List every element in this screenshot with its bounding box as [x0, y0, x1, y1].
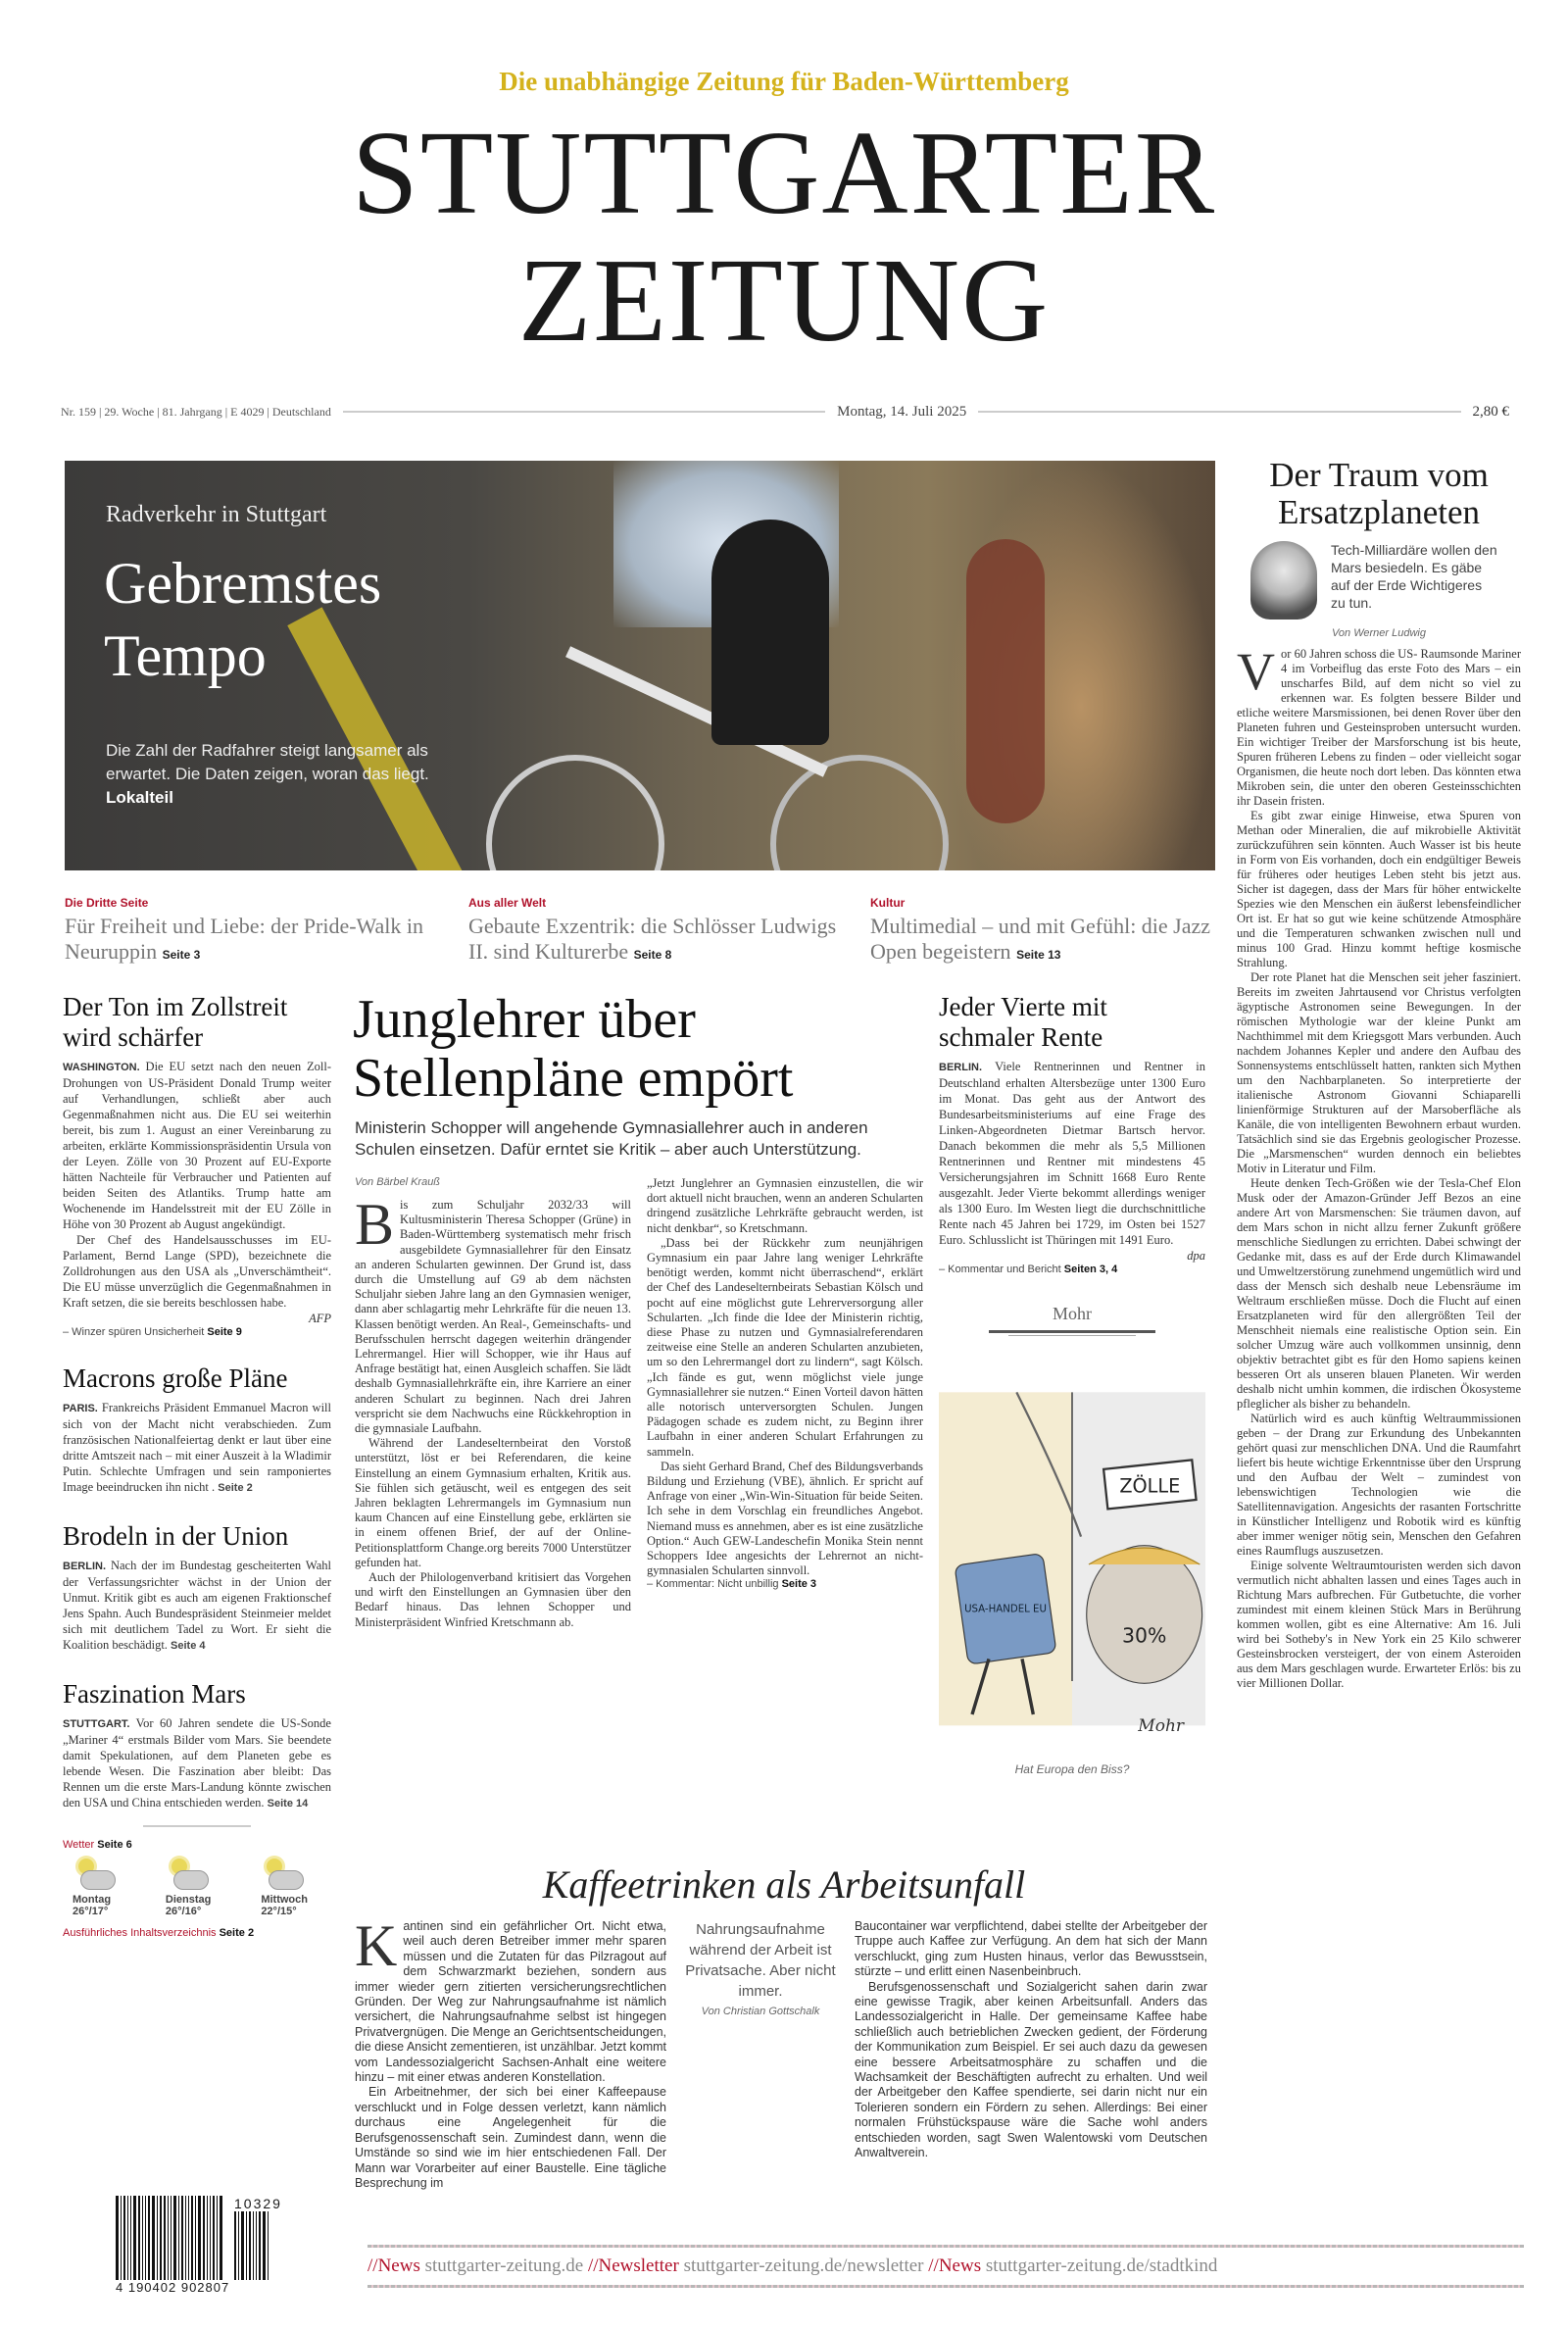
barcode-bar — [246, 2211, 247, 2280]
hero-headline — [104, 547, 381, 692]
table-of-contents-link[interactable] — [63, 1927, 331, 1939]
main-article-col2 — [647, 1176, 923, 1590]
article-text: is zum Schuljahr 2032/33 will Kultusministerin Theresa Schopper (Grüne) in Baden-Württemberg systematisch mehr frisch ausgebildete Gymnasiallehrer für den Einsatz an anderen Schularten gewinnen. Der Grund ist, dass durch die Umstellung auf G9 ab dem nächsten Schuljahr sieben Jahre lang an den Gymnasien weniger, dann aber schlagartig mehr Lehrkräfte für die neuen 13. Klassen benötigt werden. An Real-, Gemeinschafts- und Berufsschulen herrscht dagegen weiterhin drängender Lehrermangel. Hier will Schopper, wie ihr Haus auf Anfrage bestätigt hat, einen Ausgleich schaffen. Sie lädt deshalb Gymnasiallehrkräfte ein, ihre Karriere an einer anderen Schulart zu beginnen. Nach drei Jahren verspricht sie dem Nachwuchs eine Rückkehroption in die gymnasiale Laufbahn. — [355, 1198, 631, 1436]
barcode-bar — [127, 2196, 128, 2280]
drop-cap: K — [355, 1913, 398, 1978]
brief-text: Viele Rentnerinnen und Rentner in Deutschland erhalten Altersbezüge unter 1300 Euro im Monat. Das geht aus der Antwort des Bundesarbeitsministeriums auf eine Frage des Linken-Abgeordneten Dietmar Bartsch hervor. Danach bekommen die mehr als 5,5 Millionen Rentnerinnen und Rentner mit mindestens 45 Versicherungsjahren im Schnitt 1668 Euro Rente ausgezahlt. Jeder Vierte bekommt allerdings weniger als 1300 Euro. Im Westen liegt die durchschnittliche Rente nach 45 Jahren bei 1729, im Osten bei 1527 Euro. Schlusslicht ist Thüringen mit 1491 Euro. — [939, 1060, 1205, 1247]
footer-separator: // — [928, 2256, 939, 2276]
cartoon-signature: Mohr — [1138, 1716, 1185, 1736]
divider — [343, 411, 825, 413]
brief-article[interactable] — [63, 992, 331, 1338]
article-body: Einige solvente Weltraumtouristen werden sich davon vermutlich nicht abhalten lassen und eines Tages auch in Richtung Mars aufbrechen. Für Gutbetuchte, die vorher zumindest mit einem kleinen Stück Mars in Berührung kommen wollen, gibt es eine Alternative: Am 16. Juli wird bei Sotheby's in New York ein 25 Kilo schwerer Gesteinsbrocken versteigert, der von einem Asteroiden aus dem Mars geschlagen wurde. Erwarteter Erlös: bis zu vier Millionen Dollar. — [1237, 1559, 1521, 1690]
page-ref-text: – Winzer spüren Unsicherheit — [63, 1326, 205, 1338]
footer-link-label[interactable]: News — [377, 2256, 420, 2276]
barcode-bar — [217, 2196, 218, 2280]
hero-photo-bicycle-wheel — [770, 755, 949, 870]
barcode-bar — [173, 2196, 176, 2280]
teaser-page: Seite 3 — [162, 948, 201, 962]
barcode-addon-bars — [234, 2211, 282, 2280]
barcode-bar — [259, 2211, 261, 2280]
barcode-graphic — [116, 2196, 341, 2280]
divider — [143, 1825, 251, 1827]
brief-article[interactable] — [939, 992, 1205, 1275]
footer-separator: // — [587, 2256, 599, 2276]
teaser[interactable] — [65, 896, 437, 967]
hero-photo-bicycle-wheel — [486, 755, 664, 870]
footer-links — [368, 2245, 1524, 2288]
weather-day-name: Mittwoch — [261, 1894, 308, 1906]
brief-headline: Jeder Vierte mit schmaler Rente — [939, 992, 1107, 1052]
article-body: Baucontainer war verpflichtend, dabei stellte der Arbeitgeber der Truppe auch Kaffee zur Verfügung. An dem hat sich der Mann verschluckt, ging zum Husten hinaus, verlor das Bewusstsein, stürzte – und erlitt einen Nasenbeinbruch. — [855, 1919, 1207, 1979]
drop-cap: V — [1237, 642, 1275, 701]
brief-dateline: BERLIN. — [939, 1062, 982, 1073]
barcode-bar — [210, 2196, 211, 2280]
barcode — [116, 2196, 341, 2304]
teaser-title-text: Multimedial – und mit Gefühl: die Jazz Open begeistern — [870, 914, 1211, 964]
barcode-addon: 10329 — [234, 2196, 282, 2211]
masthead-logo-line2: ZEITUNG — [517, 234, 1051, 367]
barcode-bar — [220, 2196, 222, 2280]
article-body: Das sieht Gerhard Brand, Chef des Bildungsverbands Bildung und Erziehung (VBE), ähnlich. Er spricht auf Anfrage von einer „Win-Win-Situation für beide Seiten. Ich sehe in dem Vorschlag ein freundliches Angebot. Niemand muss es annehmen, aber es ist eine zusätzliche Option.“ Auch GEW-Landeschefin Monika Stein nennt Schoppers Idee angesichts der Lehrernot an nicht-gymnasialen Schularten sinnvoll. — [647, 1459, 923, 1578]
hero-lead — [106, 739, 439, 810]
divider — [1008, 1335, 1136, 1336]
byline: Von Christian Gottschalk — [701, 2006, 820, 2017]
footer-link-url[interactable]: stuttgarter-zeitung.de/newsletter — [683, 2256, 924, 2276]
cartoon-artist-label: Mohr — [1053, 1304, 1092, 1323]
brief-dateline: STUTTGART. — [63, 1718, 130, 1730]
footer-separator: // — [368, 2256, 378, 2276]
barcode-bar — [207, 2196, 208, 2280]
teaser-title — [468, 914, 841, 967]
barcode-bar — [181, 2196, 183, 2280]
kaffee-headline[interactable]: Kaffeetrinken als Arbeitsunfall — [542, 1862, 1026, 1907]
toc-label[interactable]: Ausführliches Inhaltsverzeichnis — [63, 1927, 217, 1939]
page-ref-link[interactable]: Seite 3 — [781, 1578, 817, 1591]
pullquote — [680, 1919, 841, 2017]
page-ref-text: – Kommentar und Bericht — [939, 1264, 1061, 1275]
barcode-bar — [238, 2211, 239, 2280]
page-ref-link[interactable]: Seite 9 — [207, 1326, 242, 1338]
brief-headline: Der Ton im Zollstreit wird schärfer — [63, 992, 288, 1052]
dateline — [61, 402, 1509, 421]
commentary-teaser: Tech-Milliardäre wollen den Mars besiedeln. Es gäbe auf der Erde Wichtigeres zu tun. — [1331, 542, 1497, 611]
barcode-bar — [164, 2196, 166, 2280]
divider — [978, 411, 1460, 413]
barcode-bars — [116, 2196, 224, 2280]
commentary[interactable] — [1237, 457, 1521, 1691]
partly-cloudy-icon — [261, 1859, 304, 1894]
footer-link-label[interactable]: News — [938, 2256, 982, 2276]
barcode-bar — [168, 2196, 169, 2280]
article-body — [355, 1913, 666, 2085]
brief-body — [63, 1232, 331, 1311]
teaser-title-text: Für Freiheit und Liebe: der Pride-Walk in Neuruppin — [65, 914, 424, 964]
hero-story[interactable] — [65, 461, 1215, 870]
main-headline[interactable] — [353, 990, 921, 1108]
weather-label[interactable]: Wetter — [63, 1839, 95, 1851]
byline: Von Bärbel Krauß — [355, 1176, 441, 1188]
hero-lead-text: Die Zahl der Radfahrer steigt langsamer als erwartet. Die Daten zeigen, woran das liegt. — [106, 741, 429, 783]
left-column — [63, 992, 331, 1939]
article-text: or 60 Jahren schoss die US- Raumsonde Mariner 4 im Vorbeiflug das erste Foto des Mars – ein unscharfes Bild, auf dem nicht so viel zu erkennen war. Es folgten bessere Bilder und etliche weitere Marsmissionen, bei denen Rover über den Planeten fuhren und Gesteinsproben untersucht wurden. Ein wichtiger Treiber der Marsforschung ist bis heute, Spuren früheren Lebens zu finden – oder vielleicht sogar Organismen, die heute noch dort leben. Das könnten etwa Mikroben sein, die unter den oberen Gesteinsschichten ihr Dasein fristen. — [1237, 647, 1521, 808]
page-ref-text: – Kommentar: Nicht unbillig — [647, 1578, 779, 1591]
teaser-section: Die Dritte Seite — [65, 896, 149, 910]
barcode-bar — [145, 2196, 146, 2280]
weather-temp: 22°/15° — [261, 1906, 297, 1917]
issue-info: Nr. 159 | 29. Woche | 81. Jahrgang | E 4029 | Deutschland — [61, 404, 331, 419]
page-ref — [63, 1326, 331, 1338]
hero-link-lokalteil[interactable]: Lokalteil — [106, 788, 173, 807]
hero-headline-line1: Gebremstes — [104, 551, 382, 616]
teaser-title — [870, 914, 1243, 967]
masthead-logo-line1: STUTTGARTER — [351, 107, 1217, 239]
article-body: „Jetzt Junglehrer an Gymnasien einzustellen, die wir dort aktuell nicht brauchen, wenn an anderen Schularten dringend zusätzliche Lehrkräfte gebraucht werden, ist nicht denkbar“, so Kretschmann. — [647, 1176, 923, 1235]
footer-link-url[interactable]: stuttgarter-zeitung.de — [424, 2256, 584, 2276]
barcode-bar — [160, 2196, 162, 2280]
page-ref-link[interactable]: Seite 2 — [218, 1482, 253, 1494]
barcode-bar — [130, 2196, 131, 2280]
brief-text: Frankreichs Präsident Emmanuel Macron will sich von der Macht nicht verabschieden. Zum französischen Nationalfeiertag denkt er laut über eine dritte Amtszeit nach – mit einer Auszeit à la Wladimir Putin. Schlechte Umfragen und sein ramponiertes Image beeindrucken ihn nicht . — [63, 1401, 332, 1494]
weather-header — [63, 1839, 331, 1851]
brief-dateline: WASHINGTON. — [63, 1062, 140, 1073]
main-headline-line2: Stellenpläne empört — [353, 1048, 794, 1109]
cartoon-drawing — [939, 1342, 1205, 1754]
brief-dateline: PARIS. — [63, 1403, 98, 1414]
barcode-bar — [249, 2211, 251, 2280]
cartoon-caption: Hat Europa den Biss? — [1014, 1762, 1130, 1776]
page-ref-link[interactable]: Seite 14 — [267, 1798, 309, 1809]
barcode-bar — [148, 2196, 150, 2280]
barcode-bar — [116, 2196, 119, 2280]
toc-page[interactable]: Seite 2 — [219, 1927, 255, 1939]
weather-day — [73, 1859, 116, 1917]
article-body: Es gibt zwar einige Hinweise, etwa Spuren von Methan oder Mineralien, die auf mikrobielle Aktivität zurückzuführen sein könnten. Auch Wasser ist bis heute in Form von Eis vorhanden, doch ein endgültiger Beweis für früheres oder heutiges Leben steht bis jetzt aus. Sicher ist dagegen, dass der Mars für höher entwickelte Spezies wie den Menschen ein äußerst lebensfeindlicher Ort ist. Er hat so gut wie keine schützende Atmosphäre und die Temperaturen schwanken zwischen null und minus 100 Grad. Hinzu kommt heftige kosmische Strahlung. — [1237, 809, 1521, 969]
article-body: „Dass bei der Rückkehr zum neunjährigen Gymnasium ein paar Jahre lang weniger Lehrkräfte benötigt werden, kommt nicht überraschend“, erklärt der Chef des Landeselternbeirats Sebastian Kölsch und pocht auf eine möglichst gute Lehrerversorgung aller Schularten. „Ich finde die Idee der Ministerin richtig, diese Phase zu nutzen und Gymnasialreferendaren zeitweise eine Stelle an anderen Schularten anzubieten, um so den Lehrermangel dort zu lindern“, sagt Kölsch. „Ich fände es gut, wenn möglichst viele junge Gymnasiallehrer sie nutzen.“ Einen Vorteil davon hätten alle notorisch unterversorgten Schulen. Jungen Pädagogen schade es zudem nicht, zu Beginn ihrer Laufbahn in einer anderen Schulart Erfahrungen zu sammeln. — [647, 1235, 923, 1459]
barcode-bar — [241, 2211, 244, 2280]
barcode-bar — [123, 2196, 125, 2280]
barcode-bar — [152, 2196, 155, 2280]
page-ref-link[interactable]: Seiten 3, 4 — [1063, 1264, 1118, 1275]
brief-article[interactable] — [63, 1679, 331, 1811]
agency: AFP — [309, 1312, 331, 1325]
brief-body — [63, 1715, 331, 1811]
teaser-page: Seite 8 — [633, 948, 672, 962]
issue-date: Montag, 14. Juli 2025 — [837, 403, 967, 420]
main-headline-line1: Junglehrer über — [353, 989, 696, 1050]
barcode-bar — [188, 2196, 189, 2280]
article-body: Auch der Philologenverband kritisiert das Vorgehen und wirft den Einstellungen an Gymnasien über den Bedarf hinaus. Das lehnen Schopper und Ministerpräsident Winfried Kretschmann ab. — [355, 1570, 631, 1629]
barcode-bar — [234, 2211, 236, 2280]
masthead-tagline: Die unabhängige Zeitung für Baden-Württemberg — [499, 67, 1069, 96]
kaffee-col1 — [355, 1913, 666, 2191]
barcode-bar — [142, 2196, 143, 2280]
article-body: Natürlich wird es auch künftig Weltraummissionen geben – der Drang zur Erkundung des Unbekannten gehört quasi zur menschlichen DNA. Und die Raumfahrt liefert bis heute wichtige Erkenntnisse über den Ursprung und den Aufbau der Welt – zumindest von lebenswichtigen Technologien wie die Satellitennavigation. Angesichts der rasanten Fortschritte in Künstlicher Intelligenz und Robotik wird es künftig aber immer weniger nötig sein, Menschen den Gefahren eines Raumflugs auszusetzen. — [1237, 1412, 1521, 1558]
main-article-col1 — [355, 1176, 631, 1630]
hero-photo-pedestrian — [966, 539, 1045, 823]
cartoon-box-text: USA-HANDEL EU — [964, 1604, 1047, 1615]
partly-cloudy-icon — [166, 1859, 209, 1894]
partly-cloudy-icon — [73, 1859, 116, 1894]
barcode-bar — [157, 2196, 158, 2280]
hero-kicker: Radverkehr in Stuttgart — [106, 502, 327, 527]
brief-text: Vor 60 Jahren sendete die US-Sonde „Mariner 4“ erstmals Bilder vom Mars. Sie beendete damit Spekulationen, auf dem Planeten gebe es lebende Wesen. Die Faszination aber bleibt: Das Rennen um die erste Mars-Landung könnte zwischen den USA und China entschieden werden. — [63, 1716, 331, 1809]
brief-body — [63, 1059, 331, 1232]
article-body: Berufsgenossenschaft und Sozialgericht sahen darin zwar eine gewisse Tragik, aber keinen Arbeitsunfall. Anders das Landessozialgericht in Halle. Der gemeinsame Kaffee habe schließlich auch betrieblichen Zwecken gedient, der Förderung der Kommunikation zum Beispiel. Er sei auch dazu da gewesen eine bessere Arbeitsatmosphäre zu schaffen und die Wachsamkeit der Beschäftigten aufrecht zu erhalten. Und weil der Arbeitgeber den Kaffee spendierte, sei darin nicht nur ein Tolerieren sondern ein Fördern zu sehen. Allerdings: Bei einer normalen Frühstückspause wäre die Sache wohl anders entschieden worden, sagt Swen Walentowski vom Deutschen Anwaltverein. — [855, 1979, 1207, 2160]
divider — [989, 1330, 1155, 1333]
brief-body — [63, 1558, 331, 1654]
weather-temp: 26°/17° — [73, 1906, 109, 1917]
main-lead: Ministerin Schopper will angehende Gymnasiallehrer auch in anderen Schulen einsetzen. Dafür erntet sie Kritik – aber auch Unterstützung. — [355, 1118, 868, 1159]
agency-line — [939, 1248, 1205, 1264]
teaser-section: Aus aller Welt — [468, 896, 547, 910]
barcode-bar — [121, 2196, 122, 2280]
article-body: Während der Landeselternbeirat den Vorstoß unterstützt, löst er bei Referendaren, die keine Einstellung an einem Gymnasium erhalten, Kritik aus. Sie fühlen sich getäuscht, weil es entgegen des seit Jahren beklagten Lehrermangels im Gymnasium nun kaum Chancen auf eine Einstellung gebe, erklärten sie in einem offenen Brief, der auf der Online-Petitionsplattform Change.org bereits 7000 Unterstützer gefunden hat. — [355, 1436, 631, 1569]
barcode-bar — [185, 2196, 186, 2280]
barcode-bar — [178, 2196, 179, 2280]
footer-row — [368, 2248, 1524, 2285]
byline: Von Werner Ludwig — [1332, 627, 1426, 639]
brief-text: Die EU setzt nach den neuen Zoll-Drohungen von US-Präsident Donald Trump weiter auf Verhandlungen, schließt aber auch Gegenmaßnahmen nicht aus. Die EU sei weiterhin bereit, bis zum 1. August an einer Vereinbarung zu arbeiten, erklärte Kommissionspräsidentin Ursula von der Leyen. Zölle von 30 Prozent auf EU-Exporte hätten Nachteile für Verbraucher und Patienten auf beiden Seiten des Atlantiks. Trump hatte am Wochenende im Handelsstreit mit der EU Zölle in Höhe von 30 Prozent ab August angekündigt. — [63, 1060, 332, 1231]
agency: dpa — [1187, 1249, 1205, 1263]
divider — [368, 2285, 1524, 2288]
brief-headline: Brodeln in der Union — [63, 1521, 289, 1551]
teaser-title-text: Gebaute Exzentrik: die Schlösser Ludwigs II. sind Kulturerbe — [468, 914, 837, 964]
barcode-bar — [171, 2196, 172, 2280]
brief-headline: Macrons große Pläne — [63, 1363, 288, 1393]
drop-cap: B — [355, 1192, 395, 1257]
barcode-number: 4 190402 902807 — [116, 2280, 230, 2295]
cartoon[interactable] — [939, 1304, 1205, 1833]
hero-photo-cyclist — [711, 520, 829, 745]
brief-text: Der Chef des Handelsausschusses im EU-Parlament, Bernd Lange (SPD), bezeichnete die Zolldrohungen aus den USA als „Unverschämtheit“. Die EU müsse unverzüglich die Gegenmaßnahmen in Kraft setzen, die sie bereits beschlossen habe. — [63, 1233, 331, 1310]
issue-price: 2,80 € — [1472, 403, 1510, 420]
barcode-bar — [191, 2196, 193, 2280]
teaser[interactable] — [468, 896, 841, 967]
teaser-section: Kultur — [870, 896, 906, 910]
commentary-headline: Der Traum vom Ersatzplaneten — [1269, 456, 1489, 531]
article-text: antinen sind ein gefährlicher Ort. Nicht etwa, weil auch deren Betreiber immer mehr sparen müssen und die Zutaten für das Pilzragout auf dem Schwarzmarkt beziehen, sondern aus immer wieder gern zitierten versicherungsrechtlichen Gründen. Der Weg zur Nahrungsaufnahme ist nämlich versichert, die Nahrungsaufnahme selbst ist hingegen Privatvergnügen. Die Menge an Gerichtsentscheidungen, die diese Ansicht zementieren, ist unzählbar. Jetzt kommt vom Landessozialgericht Sachsen-Anhalt eine weitere hinzu – mit einer etwas anderen Konstellation. — [355, 1919, 666, 2085]
brief-article[interactable] — [63, 1363, 331, 1496]
article-body — [1237, 642, 1521, 809]
agency-line — [63, 1311, 331, 1326]
pullquote-text: Nahrungsaufnahme während der Arbeit ist Privatsache. Aber nicht immer. — [685, 1921, 836, 2000]
article-body: Der rote Planet hat die Menschen seit jeher fasziniert. Bereits im zweiten Jahrtausend vor Christus verfolgten ägyptische Astronomen seine Bewegungen. In der römischen Mythologie war der kleine Punkt am Nachthimmel mit dem Kriegsgott Mars verbunden. Auch nachdem Johannes Kepler und andere den Aufbau des Sonnensystems entschlüsselt hatten, rankten sich Mythen um den Nachbarplaneten. So interpretierte der italienische Astronom Giovanni Schiaparelli linienförmige Strukturen auf der Marsoberfläche als Kanäle, die von intelligenten Bewohnern erbaut wurden. Tatsächlich sind sie das Ergebnis geologischer Prozesse. Die „Marsmenschen“ wurden dennoch ein beliebtes Motiv in Literatur und Film. — [1237, 970, 1521, 1175]
barcode-bar — [133, 2196, 136, 2280]
footer-link-url[interactable]: stuttgarter-zeitung.de/stadtkind — [985, 2256, 1218, 2276]
barcode-bar — [138, 2196, 140, 2280]
barcode-bar — [268, 2211, 269, 2280]
weather-forecast — [73, 1859, 308, 1917]
brief-headline: Faszination Mars — [63, 1679, 246, 1709]
page-ref-link[interactable]: Seite 4 — [171, 1640, 206, 1652]
barcode-bar — [195, 2196, 196, 2280]
weather-page[interactable]: Seite 6 — [97, 1839, 132, 1851]
teaser-title — [65, 914, 437, 967]
author-avatar — [1250, 541, 1317, 620]
weather-temp: 26°/16° — [165, 1906, 202, 1917]
brief-text: Nach der im Bundestag gescheiterten Wahl der Verfassungsrichter wächst in der Union der Unmut. Kritik gibt es auch am eigenen Fraktionschef Jens Spahn. Auch Bundespräsident Steinmeier meldet sich mit deutlichem Tadel zu Wort. Er sieht die Koalition beschädigt. — [63, 1559, 331, 1652]
teaser-page: Seite 13 — [1016, 948, 1061, 962]
page-ref — [939, 1264, 1205, 1275]
barcode-bar — [253, 2211, 254, 2280]
weather-day — [166, 1859, 211, 1917]
article-body: Heute denken Tech-Größen wie der Tesla-Chef Elon Musk oder der Amazon-Gründer Jeff Bezos an eine andere Art von Marsmenschen: Sie träumen davon, auf dem Mars schon in nicht allzu ferner Zukunft größere menschliche Siedlungen zu errichten. Dabei schwingt der Gedanke mit, dass es auf der Erde durch Klimawandel und Umweltzerstörung zunehmend ungemütlich wird und dass der Mensch sich deshalb neue Lebensräume im Weltraum erschließen müsse. Doch die Flucht auf einen Ersatzplaneten wird für den allergrößten Teil der Menschheit niemals eine realistische Option sein. Ein solcher Umzug wäre auch vollkommen unsinnig, denn objektiv betrachtet gibt es für den Homo sapiens keinen besseren Ort als unseren blauen Planeten. Wir werden deshalb nicht umhin kommen, die irdischen Ökosysteme pfleglicher als bisher zu behandeln. — [1237, 1176, 1521, 1411]
commentary-intro — [1237, 541, 1521, 620]
weather-day-name: Dienstag — [165, 1894, 212, 1906]
barcode-bar — [263, 2211, 266, 2280]
brief-body — [63, 1400, 331, 1496]
footer-link-label[interactable]: Newsletter — [598, 2256, 679, 2276]
cartoon-sign-text: ZÖLLE — [1119, 1474, 1181, 1498]
brief-article[interactable] — [63, 1521, 331, 1654]
barcode-bar — [203, 2196, 205, 2280]
brief-dateline: BERLIN. — [63, 1561, 106, 1572]
teaser[interactable] — [870, 896, 1243, 967]
brief-body — [939, 1059, 1205, 1248]
barcode-bar — [213, 2196, 215, 2280]
barcode-addon-block — [234, 2196, 282, 2280]
barcode-bar — [256, 2211, 257, 2280]
barcode-bar — [198, 2196, 201, 2280]
hero-headline-line2: Tempo — [104, 623, 267, 688]
page-ref — [647, 1578, 923, 1590]
kaffee-col2 — [855, 1919, 1207, 2161]
cartoon-bulldog — [1087, 1546, 1202, 1684]
weather-day-name: Montag — [73, 1894, 112, 1906]
weather-day — [261, 1859, 308, 1917]
cartoon-badge: 30% — [1122, 1623, 1167, 1648]
article-body: Ein Arbeitnehmer, der sich bei einer Kaffeepause verschluckt und in Folge dessen verletzt, kann nämlich durchaus eine Angelegenheit für die Berufsgenossenschaft sein. Zumindest dann, wenn die Umstände so sind wie im hier entschiedenen Fall. Der Mann war Vorarbeiter auf einer Baustelle. Eine tägliche Besprechung im — [355, 2085, 666, 2190]
article-body — [355, 1192, 631, 1436]
